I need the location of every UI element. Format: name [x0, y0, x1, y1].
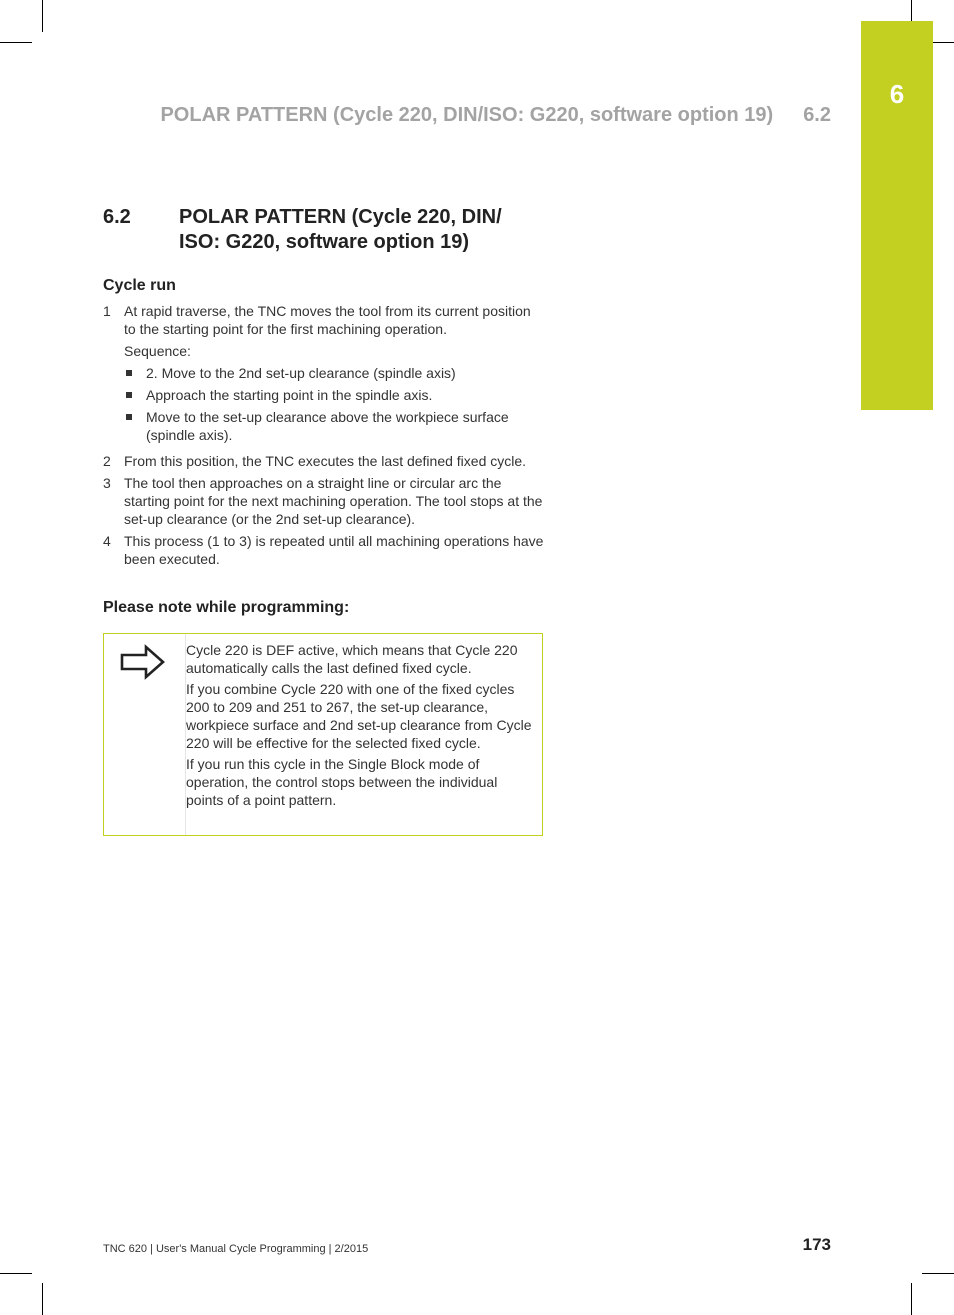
- step-number: 3: [103, 475, 111, 491]
- note-paragraphs: [186, 641, 536, 812]
- step-text: The tool then approaches on a straight line or circular arc the starting point for the next machining operation. The tool stops at the set-up clearance (or the 2nd set-up clearance).: [124, 475, 543, 527]
- crop-mark: [0, 1273, 32, 1274]
- arrow-right-icon: [120, 644, 166, 680]
- list-item: [124, 408, 545, 444]
- chapter-tab: [861, 21, 933, 410]
- step-item: [103, 452, 545, 470]
- crop-mark: [42, 0, 43, 32]
- crop-mark: [0, 42, 32, 43]
- step-number: 2: [103, 453, 111, 469]
- running-header-section: 6.2: [803, 104, 831, 126]
- programming-note-heading: Please note while programming:: [103, 599, 350, 616]
- sequence-list: [124, 364, 545, 444]
- footer-text: TNC 620 | User's Manual Cycle Programming | 2/2015: [103, 1243, 369, 1255]
- step-number: 1: [103, 303, 111, 319]
- square-bullet-icon: [126, 392, 132, 398]
- cycle-run-steps: [103, 302, 545, 572]
- note-paragraph: If you combine Cycle 220 with one of the fixed cycles 200 to 209 and 251 to 267, the set-up clearance, workpiece surface and 2nd set-up clearance from Cycle 220 will be effective for the selected fixed cycle.: [186, 681, 532, 751]
- crop-mark: [911, 1283, 912, 1315]
- step-number: 4: [103, 533, 111, 549]
- bullet-text: Move to the set-up clearance above the workpiece surface (spindle axis).: [146, 409, 509, 443]
- chapter-number: 6: [889, 79, 905, 109]
- step-sub-label: Sequence:: [124, 343, 191, 359]
- step-text: From this position, the TNC executes the last defined fixed cycle.: [124, 453, 527, 469]
- list-item: [124, 364, 545, 382]
- list-item: [124, 386, 545, 404]
- crop-mark: [42, 1283, 43, 1315]
- step-item: [103, 474, 545, 528]
- square-bullet-icon: [126, 414, 132, 420]
- bullet-text: 2. Move to the 2nd set-up clearance (spindle axis): [146, 365, 456, 381]
- bullet-text: Approach the starting point in the spindle axis.: [146, 387, 433, 403]
- step-item: [103, 302, 545, 448]
- cycle-run-heading: Cycle run: [103, 277, 176, 294]
- page-number: 173: [802, 1235, 831, 1254]
- section-title: POLAR PATTERN (Cycle 220, DIN/ ISO: G220, software option 19): [179, 206, 502, 253]
- section-heading: [103, 205, 543, 255]
- step-text: This process (1 to 3) is repeated until all machining operations have been executed.: [124, 533, 544, 567]
- note-box: [103, 633, 543, 836]
- running-header: [160, 104, 831, 127]
- section-number: 6.2: [103, 206, 131, 228]
- step-item: [103, 532, 545, 568]
- running-header-title: POLAR PATTERN (Cycle 220, DIN/ISO: G220, software option 19): [160, 104, 774, 126]
- note-paragraph: Cycle 220 is DEF active, which means that Cycle 220 automatically calls the last defined fixed cycle.: [186, 642, 518, 676]
- step-text: At rapid traverse, the TNC moves the tool from its current position to the starting point for the first machining operation.: [124, 303, 531, 337]
- square-bullet-icon: [126, 370, 132, 376]
- crop-mark: [922, 1273, 954, 1274]
- note-paragraph: If you run this cycle in the Single Block mode of operation, the control stops between the individual points of a point pattern.: [186, 756, 498, 808]
